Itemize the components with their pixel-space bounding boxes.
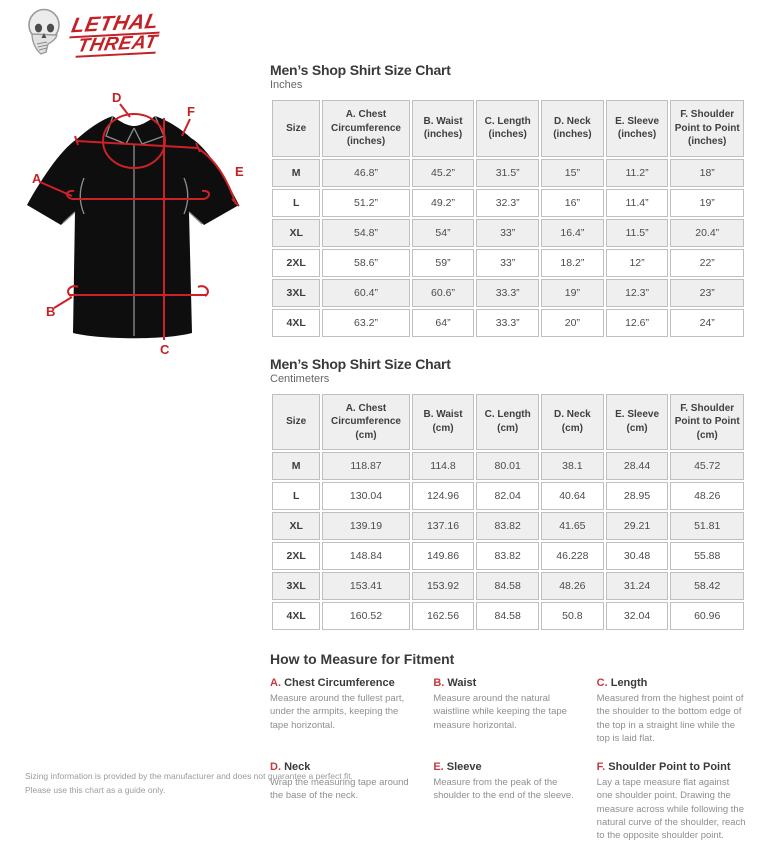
measurement-cell: 51.81	[670, 512, 744, 540]
measurement-cell: 54”	[412, 219, 475, 247]
diagram-label-b: B	[46, 304, 56, 319]
column-header: E. Sleeve (inches)	[606, 100, 669, 157]
size-row	[272, 602, 744, 630]
measure-item-description: Measure around the natural waistline while keeping the tape measure horizontal.	[433, 693, 567, 731]
size-chart-inches-table	[270, 98, 746, 339]
column-header: F. Shoulder Point to Point (cm)	[670, 394, 744, 451]
diagram-label-d: D	[112, 90, 122, 105]
measure-item	[433, 677, 582, 745]
measure-item-title: Neck	[284, 761, 311, 774]
measurement-cell: 32.04	[606, 602, 669, 630]
column-header: Size	[272, 394, 320, 451]
measure-item-name	[433, 677, 582, 689]
measurement-cell: 84.58	[476, 602, 539, 630]
measurement-cell: 23”	[670, 279, 744, 307]
measure-item-name	[433, 761, 582, 773]
measure-item-description: Lay a tape measure flat against one shoulder point. Drawing the measure across while following the natural curve of the shoulder, reach to the opposite shoulder point.	[596, 777, 746, 842]
size-row	[272, 542, 744, 570]
column-header: D. Neck (cm)	[541, 394, 604, 451]
measure-item-letter: B.	[433, 677, 448, 689]
size-row	[272, 512, 744, 540]
measure-item	[270, 677, 419, 745]
measurement-cell: 124.96	[412, 482, 475, 510]
size-label-cell: XL	[272, 219, 320, 247]
measurement-cell: 48.26	[541, 572, 604, 600]
measurement-cell: 118.87	[322, 452, 409, 480]
measurement-cell: 33”	[476, 219, 539, 247]
measure-item-letter: A.	[270, 677, 285, 689]
measure-item	[597, 761, 746, 842]
measurement-cell: 58.42	[670, 572, 744, 600]
measure-item-name	[270, 677, 419, 689]
measurement-cell: 29.21	[606, 512, 669, 540]
measurement-cell: 83.82	[476, 542, 539, 570]
size-label-cell: 4XL	[272, 602, 320, 630]
header-row	[272, 394, 744, 451]
disclaimer-line2: Please use this chart as a guide only.	[25, 784, 166, 795]
measurement-cell: 33.3”	[476, 279, 539, 307]
measure-item-letter: D.	[270, 761, 285, 774]
diagram-label-e: E	[235, 164, 244, 179]
column-header: F. Shoulder Point to Point (inches)	[670, 100, 744, 157]
shirt-measurement-diagram	[20, 86, 252, 363]
measurement-cell: 59”	[412, 249, 475, 277]
size-row	[272, 452, 744, 480]
measurement-cell: 45.2”	[412, 159, 475, 187]
measurement-cell: 11.5”	[606, 219, 669, 247]
measurement-cell: 148.84	[322, 542, 409, 570]
measurement-cell: 153.41	[322, 572, 409, 600]
measurement-cell: 64”	[412, 309, 475, 337]
measurement-cell: 139.19	[322, 512, 409, 540]
measurement-cell: 40.64	[541, 482, 604, 510]
measurement-cell: 38.1	[541, 452, 604, 480]
main-content	[270, 62, 746, 843]
measurement-cell: 45.72	[670, 452, 744, 480]
measurement-cell: 49.2”	[412, 189, 475, 217]
size-label-cell: L	[272, 189, 320, 217]
size-row	[272, 189, 744, 217]
measure-item-letter: C.	[596, 677, 611, 689]
size-chart-cm-section	[270, 356, 746, 633]
size-chart-inches-section	[270, 62, 746, 339]
size-label-cell: L	[272, 482, 320, 510]
measurement-cell: 46.228	[541, 542, 604, 570]
measurement-cell: 33.3”	[476, 309, 539, 337]
measurement-cell: 149.86	[412, 542, 475, 570]
column-header: E. Sleeve (cm)	[606, 394, 669, 451]
measurement-cell: 19”	[541, 279, 604, 307]
measure-item-title: Chest Circumference	[284, 677, 395, 689]
size-chart-cm-title: Men’s Shop Shirt Size Chart	[270, 355, 451, 372]
size-label-cell: 2XL	[272, 542, 320, 570]
size-label-cell: 3XL	[272, 279, 320, 307]
measurement-cell: 160.52	[322, 602, 409, 630]
brand-logo	[24, 8, 159, 65]
measurement-cell: 30.48	[606, 542, 669, 570]
column-header: C. Length (cm)	[476, 394, 539, 451]
measure-item	[597, 677, 746, 745]
measure-item-name	[597, 677, 746, 689]
size-label-cell: M	[272, 452, 320, 480]
measurement-cell: 60.4”	[322, 279, 409, 307]
measurement-cell: 32.3”	[476, 189, 539, 217]
measurement-cell: 18.2”	[541, 249, 604, 277]
shirt-diagram-svg	[20, 86, 252, 358]
measurement-cell: 22”	[670, 249, 744, 277]
size-row	[272, 159, 744, 187]
how-to-measure-section	[270, 651, 746, 843]
measurement-cell: 11.2”	[606, 159, 669, 187]
measurement-cell: 11.4”	[606, 189, 669, 217]
measure-item-description: Measure around the fullest part, under the armpits, keeping the tape horizontal.	[270, 693, 405, 731]
column-header: B. Waist (inches)	[412, 100, 475, 157]
size-chart-inches-subtitle: Inches	[270, 79, 303, 91]
size-chart-cm-table	[270, 392, 746, 633]
size-row	[272, 219, 744, 247]
measure-item-title: Sleeve	[446, 761, 482, 774]
diagram-label-c: C	[160, 342, 170, 357]
measure-item-letter: E.	[433, 761, 447, 774]
size-label-cell: 4XL	[272, 309, 320, 337]
header-row	[272, 100, 744, 157]
measurement-cell: 114.8	[412, 452, 475, 480]
size-row	[272, 279, 744, 307]
measurement-cell: 58.6”	[322, 249, 409, 277]
measurement-cell: 33”	[476, 249, 539, 277]
brand-line1: LETHAL	[69, 12, 163, 39]
size-label-cell: M	[272, 159, 320, 187]
measure-item-description: Wrap the measuring tape around the base of the neck.	[270, 777, 409, 802]
measurement-cell: 46.8”	[322, 159, 409, 187]
size-row	[272, 572, 744, 600]
measurement-cell: 153.92	[412, 572, 475, 600]
measurement-cell: 60.6”	[412, 279, 475, 307]
measurement-cell: 16”	[541, 189, 604, 217]
measurement-cell: 82.04	[476, 482, 539, 510]
size-row	[272, 482, 744, 510]
measurement-cell: 31.24	[606, 572, 669, 600]
measurement-cell: 55.88	[670, 542, 744, 570]
measurement-cell: 50.8	[541, 602, 604, 630]
measurement-cell: 83.82	[476, 512, 539, 540]
measurement-cell: 63.2”	[322, 309, 409, 337]
skull-icon	[24, 8, 68, 65]
measurement-cell: 12.6”	[606, 309, 669, 337]
measurement-cell: 162.56	[412, 602, 475, 630]
measurement-cell: 28.44	[606, 452, 669, 480]
measure-item-description: Measure from the peak of the shoulder to the end of the sleeve.	[433, 777, 574, 802]
how-to-measure-title: How to Measure for Fitment	[270, 651, 455, 667]
disclaimer-line1: Sizing information is provided by the manufacturer and does not guarantee a perfect fit.	[25, 771, 353, 781]
measurement-cell: 19”	[670, 189, 744, 217]
measure-item-description: Measured from the highest point of the shoulder to the bottom edge of the top in a straight line while the top is laid flat.	[596, 693, 744, 744]
measurement-cell: 41.65	[541, 512, 604, 540]
measurement-cell: 31.5”	[476, 159, 539, 187]
column-header: C. Length (inches)	[476, 100, 539, 157]
size-chart-cm-subtitle: Centimeters	[270, 372, 330, 385]
diagram-label-f: F	[187, 104, 195, 119]
size-label-cell: XL	[272, 512, 320, 540]
measurement-cell: 15”	[541, 159, 604, 187]
column-header: D. Neck (inches)	[541, 100, 604, 157]
measure-item-title: Length	[610, 677, 648, 689]
column-header: A. Chest Circumference (inches)	[322, 100, 409, 157]
size-chart-inches-title: Men’s Shop Shirt Size Chart	[270, 62, 451, 78]
measure-item-name	[597, 761, 746, 773]
measure-item-letter: F.	[596, 761, 609, 774]
measurement-cell: 84.58	[476, 572, 539, 600]
size-label-cell: 2XL	[272, 249, 320, 277]
measurement-cell: 16.4”	[541, 219, 604, 247]
measurement-cell: 18”	[670, 159, 744, 187]
column-header: B. Waist (cm)	[412, 394, 475, 451]
brand-line2: THREAT	[75, 31, 160, 58]
measurement-cell: 80.01	[476, 452, 539, 480]
column-header: A. Chest Circumference (cm)	[322, 394, 409, 451]
size-row	[272, 249, 744, 277]
measurement-cell: 48.26	[670, 482, 744, 510]
size-row	[272, 309, 744, 337]
measurement-cell: 12.3”	[606, 279, 669, 307]
column-header: Size	[272, 100, 320, 157]
measurement-cell: 60.96	[670, 602, 744, 630]
measurement-cell: 20.4”	[670, 219, 744, 247]
measure-items-grid	[270, 677, 746, 843]
brand-wordmark	[65, 9, 163, 58]
measurement-cell: 12”	[606, 249, 669, 277]
measure-item-title: Waist	[447, 677, 477, 689]
measurement-cell: 28.95	[606, 482, 669, 510]
measurement-cell: 130.04	[322, 482, 409, 510]
measurement-cell: 24”	[670, 309, 744, 337]
measurement-cell: 51.2”	[322, 189, 409, 217]
diagram-label-a: A	[32, 171, 42, 186]
measure-item	[433, 761, 582, 842]
measurement-cell: 137.16	[412, 512, 475, 540]
disclaimer	[25, 770, 353, 797]
size-label-cell: 3XL	[272, 572, 320, 600]
measure-item-title: Shoulder Point to Point	[608, 761, 731, 774]
measurement-cell: 20”	[541, 309, 604, 337]
measurement-cell: 54.8”	[322, 219, 409, 247]
